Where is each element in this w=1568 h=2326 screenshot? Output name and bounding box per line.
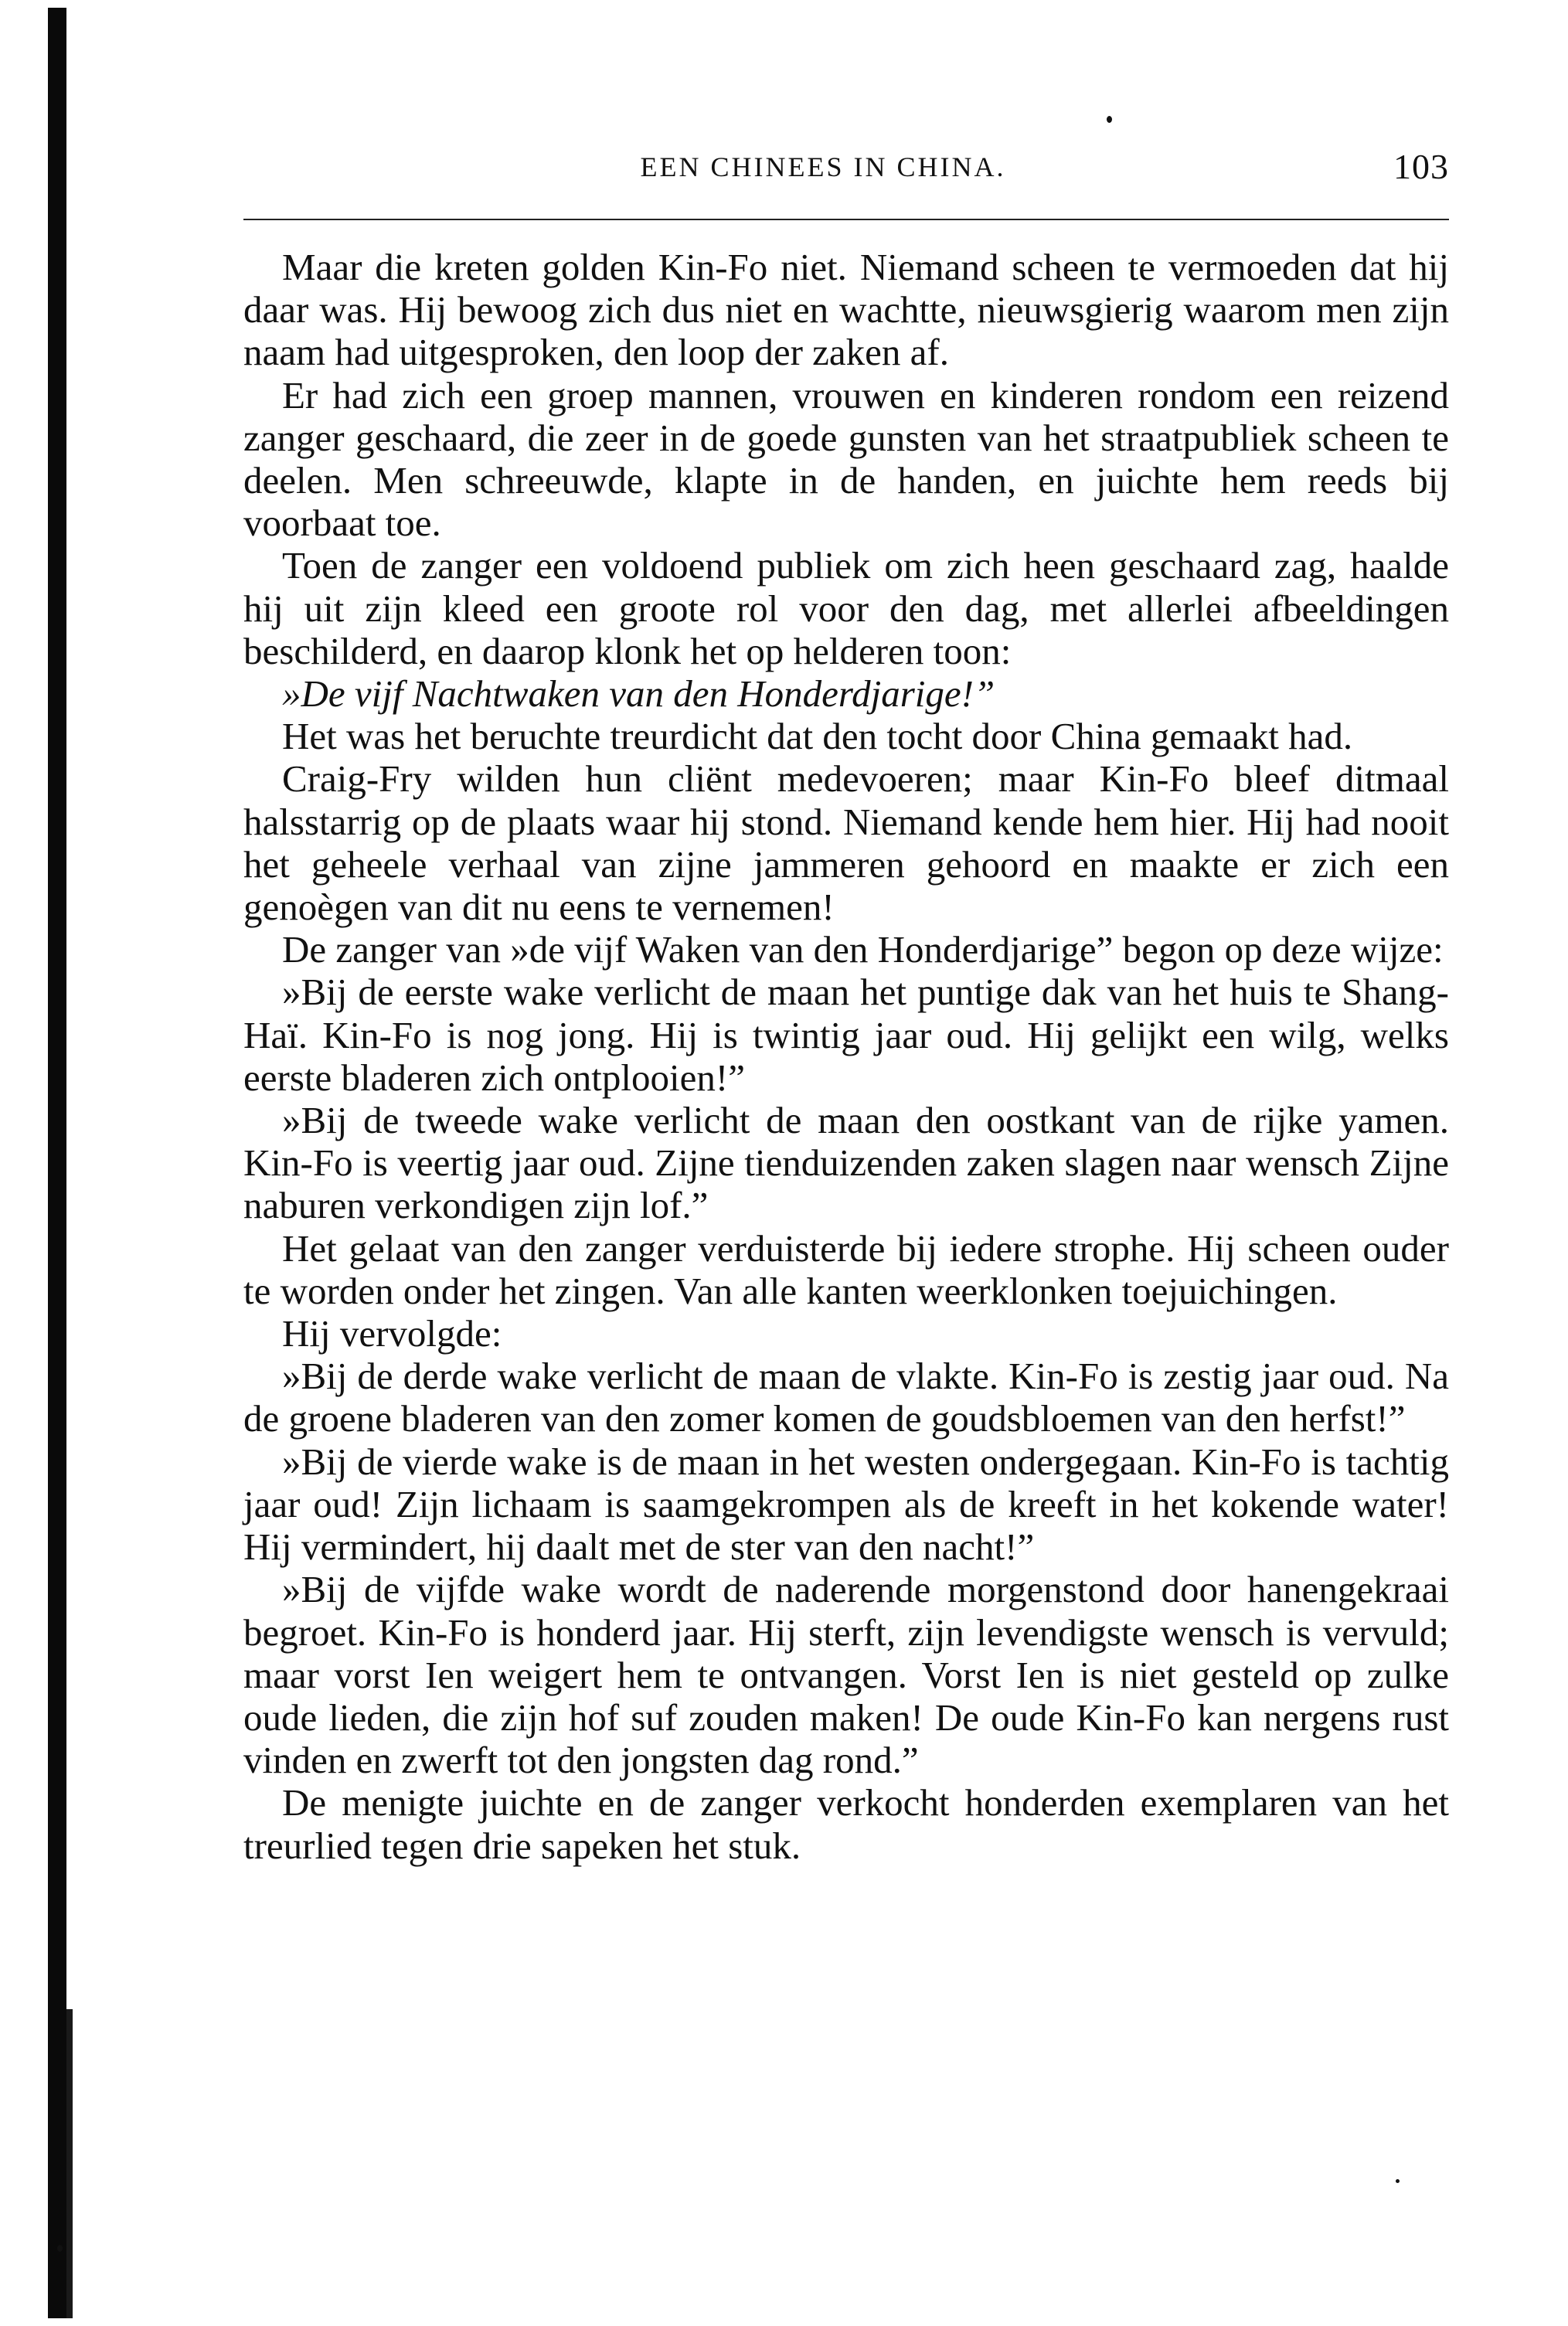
song-verse: »Bij de eerste wake verlicht de maan het puntige dak van het huis te Shang-Haï. Kin-Fo is nog jong. Hij is twintig jaar oud. Hij gelijkt een wilg, welks eerste bladeren zich ontplooien!” <box>243 971 1449 1099</box>
paper-speck <box>57 2245 63 2252</box>
paragraph: Het gelaat van den zanger verduisterde bij iedere strophe. Hij scheen ouder te worden onder het zingen. Van alle kanten weerklonken toejuichingen. <box>243 1226 1449 1312</box>
paragraph: De menigte juichte en de zanger verkocht honderden exemplaren van het treurlied tegen drie sapeken het stuk. <box>243 1781 1449 1867</box>
paragraph: Maar die kreten golden Kin-Fo niet. Niemand scheen te vermoeden dat hij daar was. Hij bewoog zich dus niet en wachtte, nieuwsgierig waarom men zijn naam had uitgesproken, den loop der zaken af. <box>243 246 1449 374</box>
page-binding-edge <box>48 8 66 2318</box>
song-verse: »Bij de derde wake verlicht de maan de vlakte. Kin-Fo is zestig jaar oud. Na de groene bladeren van den zomer komen de goudsbloemen van den herfst!” <box>243 1355 1449 1440</box>
paragraph: Toen de zanger een voldoend publiek om zich heen geschaard zag, haalde hij uit zijn kleed een groote rol voor den dag, met allerlei afbeeldingen beschilderd, en daarop klonk het op helderen toon: <box>243 544 1449 672</box>
paragraph: De zanger van »de vijf Waken van den Honderdjarige” begon op deze wijze: <box>282 928 1444 971</box>
paragraph: Er had zich een groep mannen, vrouwen en kinderen rondom een reizend zanger geschaard, die zeer in de goede gunsten van het straatpubliek scheen te deelen. Men schreeuwde, klapte in de handen, en juichte hem reeds bij voorbaat toe. <box>243 373 1449 545</box>
song-verse: »Bij de tweede wake verlicht de maan den oostkant van de rijke yamen. Kin-Fo is veertig jaar oud. Zijne tienduizenden zaken slagen naar wensch Zijne naburen verkondigen zijn lof.” <box>243 1099 1449 1227</box>
page-number: 103 <box>1393 147 1449 186</box>
paper-speck <box>1107 116 1112 123</box>
paragraph: Het was het beruchte treurdicht dat den tocht door China gemaakt had. <box>282 715 1353 758</box>
header-rule <box>243 219 1449 220</box>
paper-speck <box>1396 2179 1400 2183</box>
text-body <box>243 246 1449 1867</box>
song-verse: »Bij de vijfde wake wordt de naderende morgenstond door hanengekraai begroet. Kin-Fo is honderd jaar. Hij sterft, zijn levendigste wensch is vervuld; maar vorst Ien weigert hem te ontvangen. Vorst Ien is niet gesteld op zulke oude lieden, die zijn hof suf zouden maken! De oude Kin-Fo kan nergens rust vinden en zwerft tot den jongsten dag rond.” <box>243 1568 1449 1782</box>
page-header <box>243 147 1449 197</box>
song-title-line: »De vijf Nachtwaken van den Honderdjarige!” <box>282 672 995 716</box>
song-verse: »Bij de vierde wake is de maan in het westen ondergegaan. Kin-Fo is tachtig jaar oud! Zijn lichaam is saamgekrompen als de kreeft in het kokende water! Hij vermindert, hij daalt met de ster van den nacht!” <box>243 1440 1449 1569</box>
paragraph: Craig-Fry wilden hun cliënt medevoeren; maar Kin-Fo bleef ditmaal halsstarrig op de plaats waar hij stond. Niemand kende hem hier. Hij had nooit het geheele verhaal van zijne jammeren gehoord en maakte er zich een genoègen van dit nu eens te vernemen! <box>243 757 1449 929</box>
running-title: EEN CHINEES IN CHINA. <box>640 151 1006 182</box>
paragraph: Hij vervolgde: <box>282 1312 502 1355</box>
page-binding-shadow <box>66 2009 73 2318</box>
